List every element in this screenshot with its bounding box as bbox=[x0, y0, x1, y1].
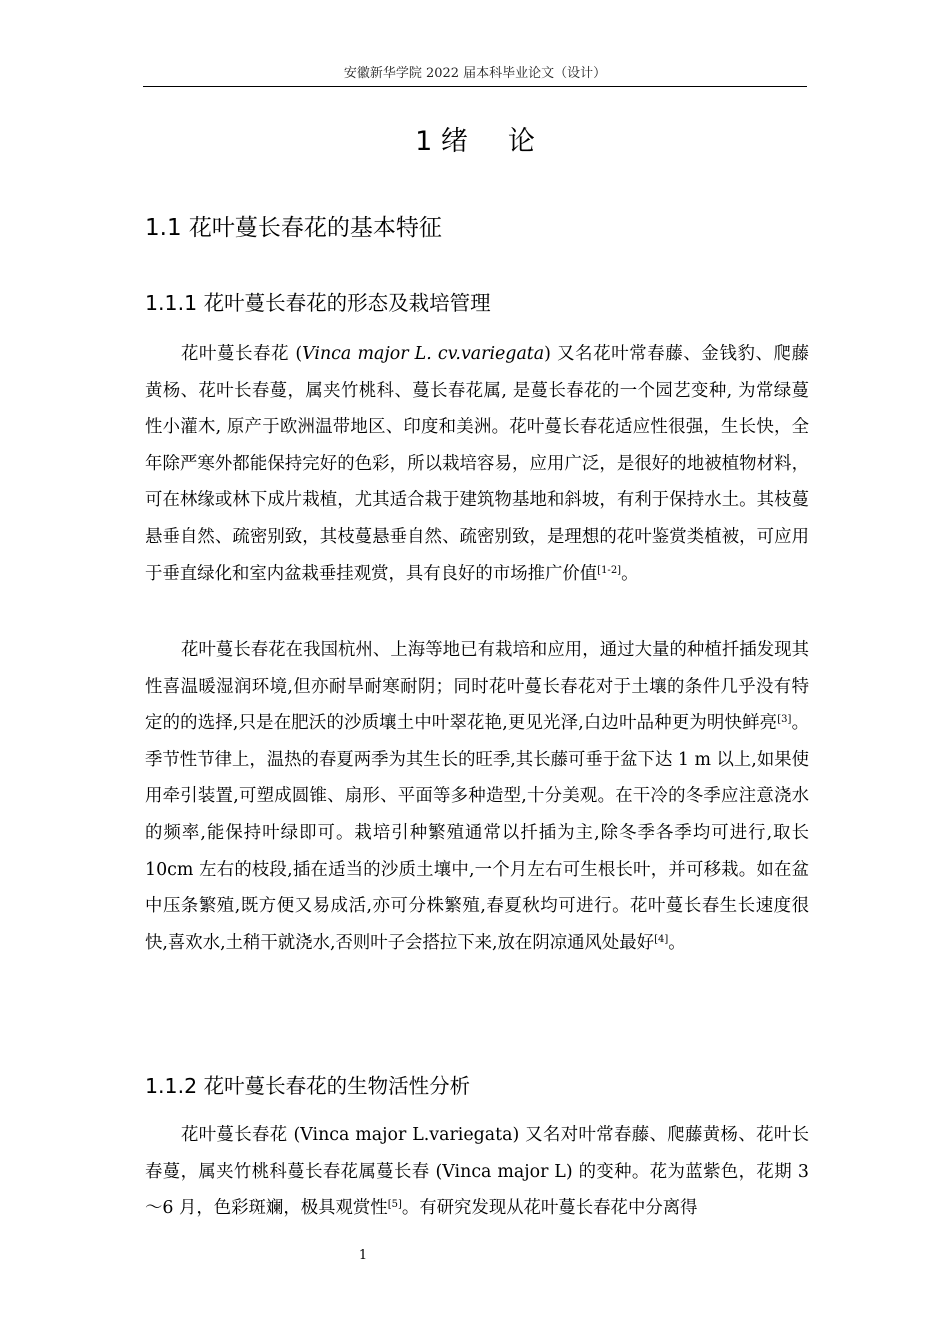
chapter-number: 1 bbox=[415, 126, 433, 157]
paragraph-text: ) 又名花叶常春藤、金钱豹、爬藤黄杨、花叶长春蔓，属夹竹桃科、蔓长春花属, 是蔓长春花的一个园艺变种, 为常绿蔓性小灌木, 原产于欧洲温带地区、印度和美洲。花叶蔓长春花适应性很强，生长快，全年除严寒外都能保持完好的色彩，所以栽培容易，应用广泛，是很好的地被植物材料，可在林缘或林下成片栽植，尤其适合栽于建筑物基地和斜坡，有利于保持水土。其枝蔓悬垂自然、疏密别致，其枝蔓悬垂自然、疏密别致，是理想的花叶鉴赏类植被，可应用于垂直绿化和室内盆栽垂挂观赏，具有良好的市场推广价值 bbox=[145, 344, 809, 584]
body-paragraph bbox=[145, 1117, 809, 1227]
citation-ref[interactable]: [4] bbox=[654, 933, 669, 945]
citation-ref[interactable]: [1-2] bbox=[597, 564, 622, 576]
chapter-title-part1: 绪 bbox=[440, 126, 468, 157]
chapter-title-part2: 论 bbox=[507, 126, 535, 157]
running-header: 安徽新华学院 2022 届本科毕业论文（设计） bbox=[343, 66, 607, 81]
header-divider bbox=[143, 86, 807, 87]
section-heading-1-1: 1.1 花叶蔓长春花的基本特征 bbox=[145, 215, 442, 241]
paragraph-text: 花叶蔓长春花 (Vinca major L.variegata) 又名对叶常春藤、爬藤黄杨、花叶长春蔓，属夹竹桃科蔓长春花属蔓长春 (Vinca major L) 的变种。花为蓝紫色，花期 3～6 月，色彩斑斓，极具观赏性 bbox=[145, 1125, 809, 1219]
paragraph-text: 花叶蔓长春花 ( bbox=[181, 344, 303, 364]
body-paragraph bbox=[145, 336, 809, 592]
paragraph-text: 花叶蔓长春花在我国杭州、上海等地已有栽培和应用，通过大量的种植扦插发现其性喜温暖湿润环境,但亦耐旱耐寒耐阴；同时花叶蔓长春花对于土壤的条件几乎没有特定的的选择,只是在肥沃的沙质壤土中叶翠花艳,更见光泽,白边叶品种更为明快鲜亮 bbox=[145, 640, 809, 734]
paragraph-text: 。 bbox=[668, 932, 686, 953]
section-heading-1-1-1: 1.1.1 花叶蔓长春花的形态及栽培管理 bbox=[145, 291, 491, 315]
section-heading-1-1-2: 1.1.2 花叶蔓长春花的生物活性分析 bbox=[145, 1074, 471, 1098]
chapter-title bbox=[143, 120, 807, 164]
paragraph-text: 。 bbox=[621, 563, 639, 584]
paragraph-text: 。有研究发现从花叶蔓长春花中分离得 bbox=[401, 1198, 698, 1219]
page-number: 1 bbox=[358, 1248, 368, 1263]
body-paragraph bbox=[145, 632, 809, 961]
paragraph-text: 。季节性节律上，温热的春夏两季为其生长的旺季,其长藤可垂于盆下达 1 m 以上,如果使用牵引装置,可塑成圆锥、扇形、平面等多种造型,十分美观。在干冷的冬季应注意浇水的频率,能保持叶绿即可。栽培引种繁殖通常以扦插为主,除冬季各季均可进行,取长 10cm 左右的枝段,插在适当的沙质土壤中,一个月左右可生根长叶，并可移栽。如在盆中压条繁殖,既方便又易成活,亦可分株繁殖,春夏秋均可进行。花叶蔓长春生长速度很快,喜欢水,土稍干就浇水,否则叶子会搭拉下来,放在阴凉通风处最好 bbox=[145, 713, 809, 953]
latin-name: Vinca major L. cv.variegata bbox=[302, 344, 545, 364]
citation-ref[interactable]: [5] bbox=[387, 1199, 402, 1211]
citation-ref[interactable]: [3] bbox=[777, 714, 792, 726]
